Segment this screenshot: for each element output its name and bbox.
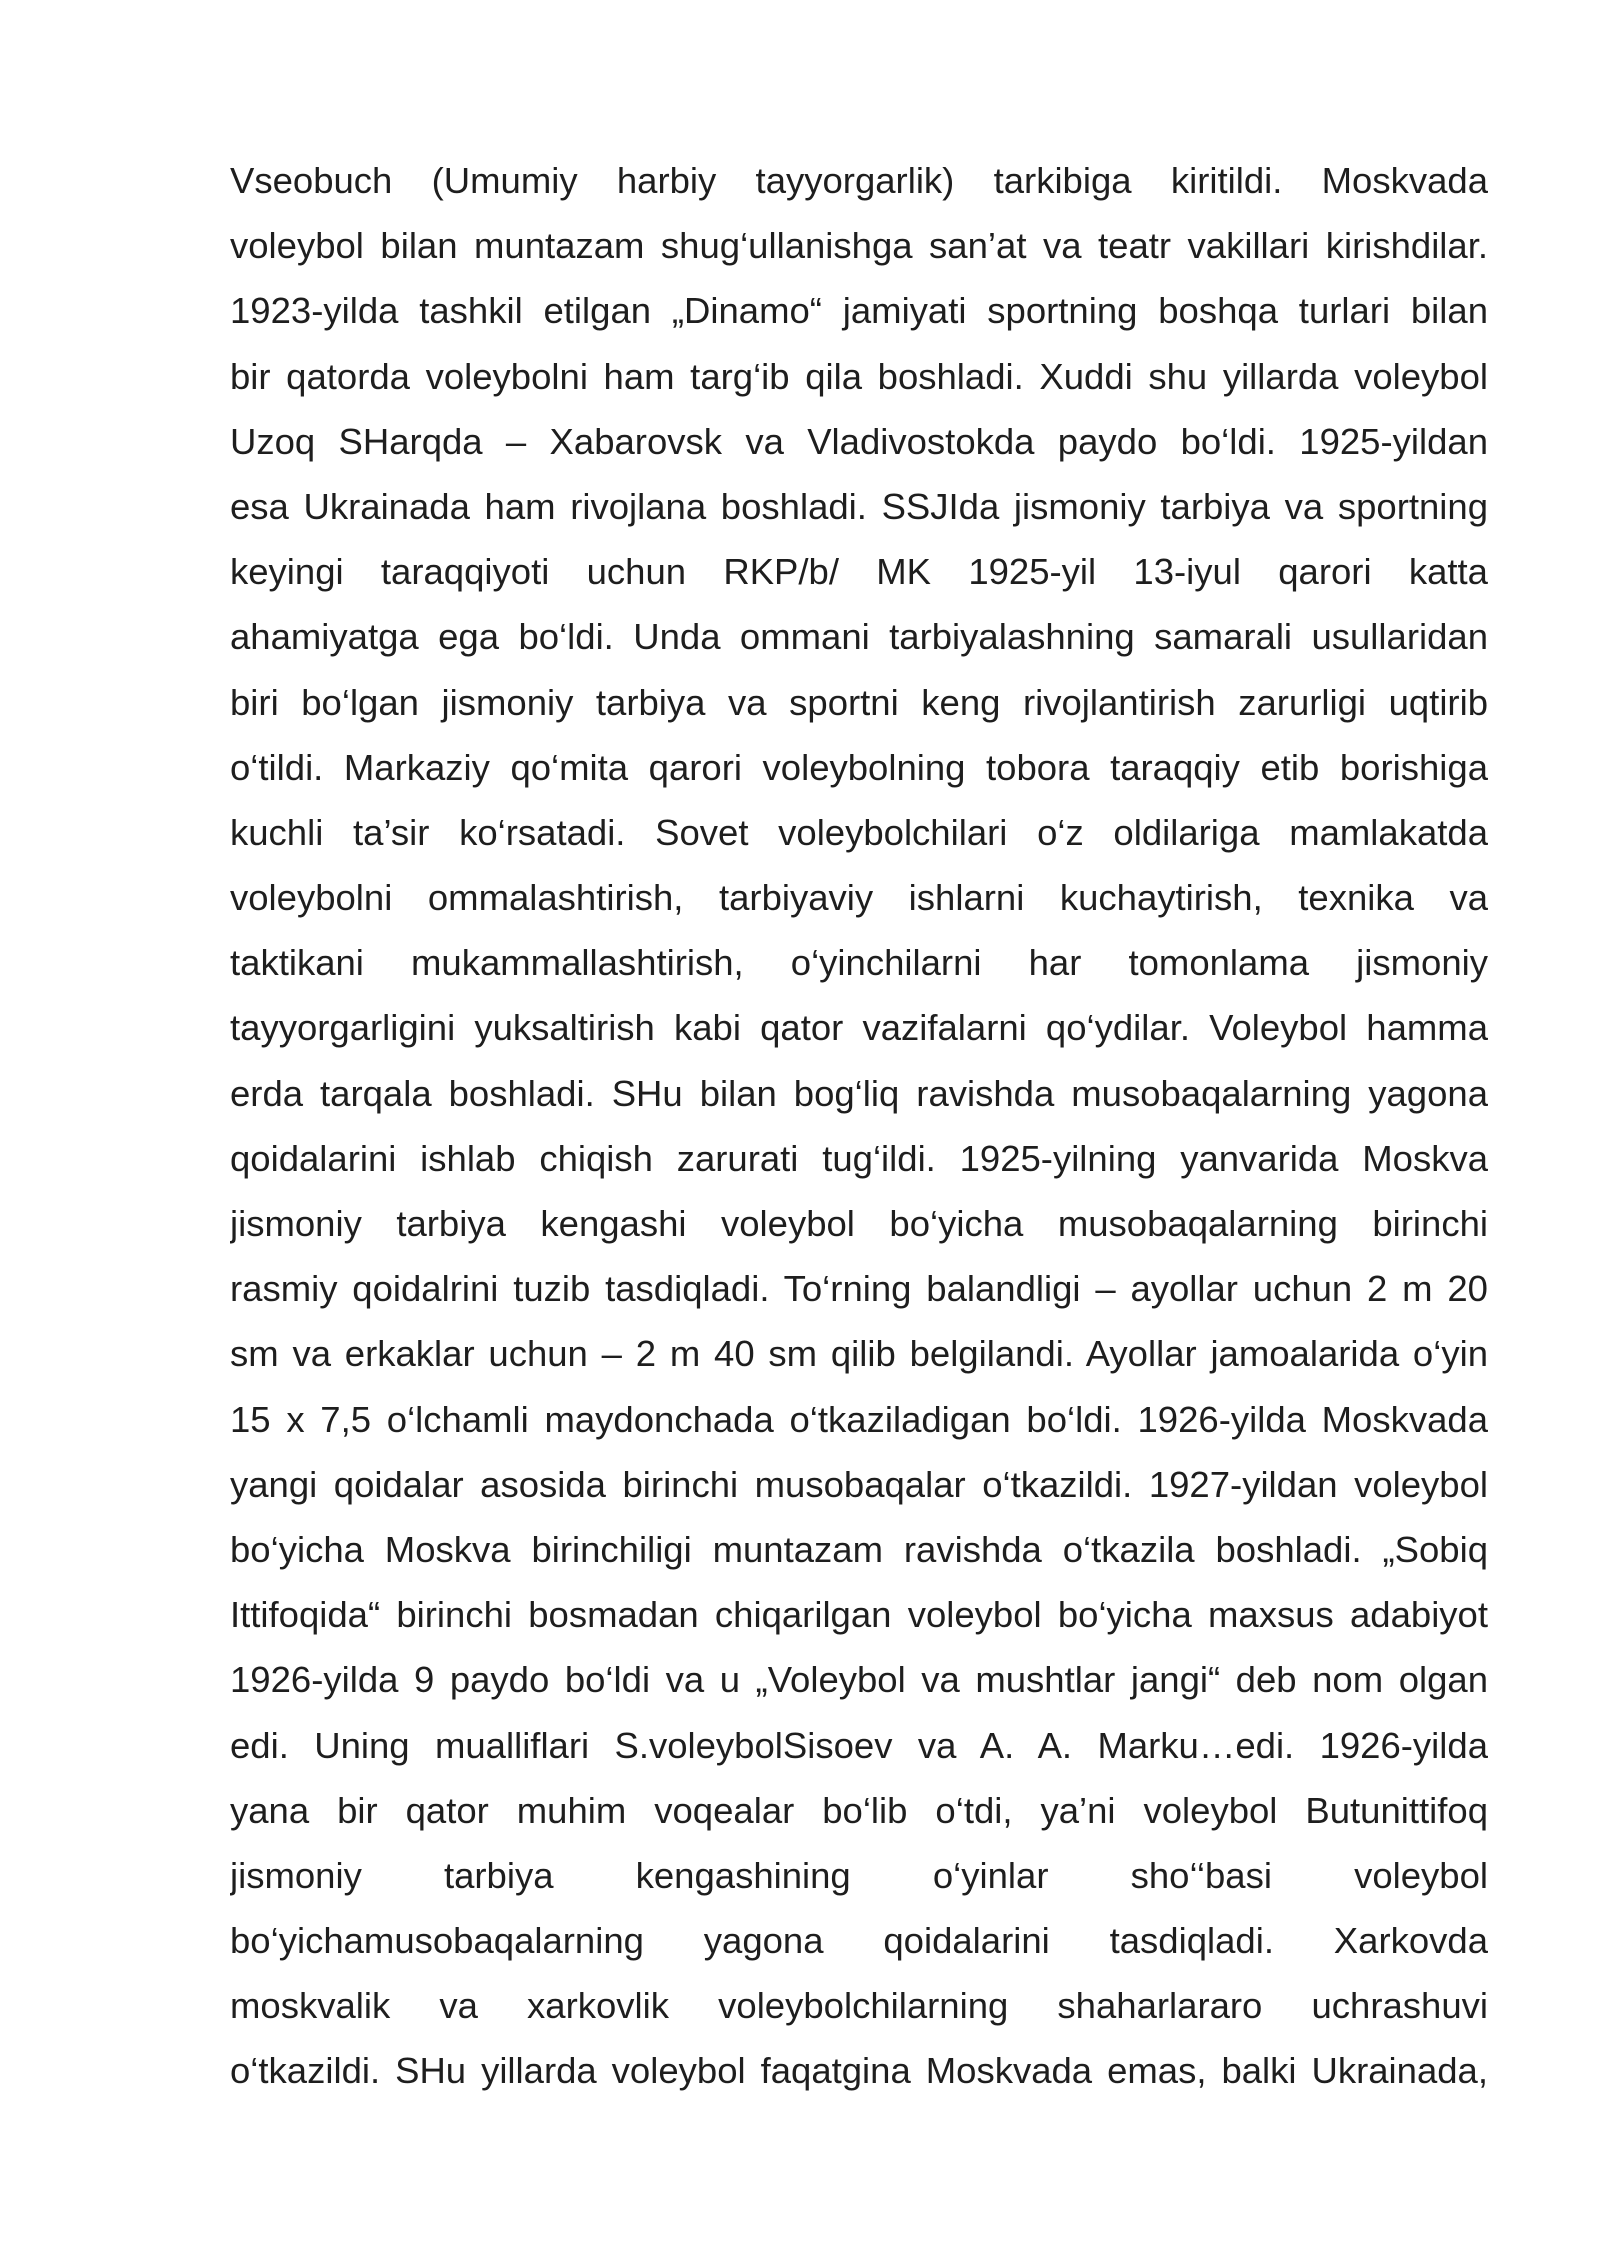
text-line: jismoniy tarbiya kengashi voleybol bo‘yicha musobaqalarning birinchi: [230, 1203, 1488, 1244]
text-line: edi. Uning mualliflari S.voleybolSisoev va A. A. Marku…edi. 1926-yilda: [230, 1724, 1488, 1766]
text-line: Ittifoqida“ birinchi bosmadan chiqarilgan voleybol bo‘yicha maxsus adabiyot: [230, 1594, 1488, 1636]
text-line: voleybol bilan muntazam shug‘ullanishga san’at va teatr vakillari kirishdilar.: [230, 225, 1488, 267]
text-line: ahamiyatga ega bo‘ldi. Unda ommani tarbiyalashning samarali usullaridan: [230, 616, 1488, 658]
text-line: tayyorgarligini yuksaltirish kabi qator vazifalarni qo‘ydilar. Voleybol hamma: [230, 1007, 1488, 1049]
text-line: jismoniy tarbiya kengashining o‘yinlar sho‘‘basi voleybol: [230, 1854, 1488, 1896]
text-line: keyingi taraqqiyoti uchun RKP/b/ MK 1925-yil 13-iyul qarori katta: [230, 551, 1488, 593]
text-line: qoidalarini ishlab chiqish zarurati tug‘ildi. 1925-yilning yanvarida Moskva: [230, 1137, 1488, 1179]
text-line: erda tarqala boshladi. SHu bilan bog‘liq ravishda musobaqalarning yagona: [230, 1072, 1488, 1114]
body-text: [230, 148, 1488, 2104]
text-line: kuchli ta’sir ko‘rsatadi. Sovet voleybolchilari o‘z oldilariga mamlakatda: [230, 811, 1488, 853]
text-line: 15 x 7,5 o‘lchamli maydonchada o‘tkaziladigan bo‘ldi. 1926-yilda Moskvada: [230, 1398, 1488, 1440]
text-line: sm va erkaklar uchun – 2 m 40 sm qilib belgilandi. Ayollar jamoalarida o‘yin: [230, 1333, 1488, 1375]
text-line: bo‘yicha Moskva birinchiligi muntazam ravishda o‘tkazila boshladi. „Sobiq: [230, 1528, 1488, 1570]
text-line: Vseobuch (Umumiy harbiy tayyorgarlik) tarkibiga kiritildi. Moskvada: [230, 160, 1488, 201]
text-line: yana bir qator muhim voqealar bo‘lib o‘tdi, ya’ni voleybol Butunittifoq: [230, 1789, 1488, 1831]
text-line: 1926-yilda 9 paydo bo‘ldi va u „Voleybol va mushtlar jangi“ deb nom olgan: [230, 1659, 1488, 1701]
text-line: moskvalik va xarkovlik voleybolchilarning shaharlararo uchrashuvi: [230, 1985, 1488, 2027]
text-line: esa Ukrainada ham rivojlana boshladi. SSJIda jismoniy tarbiya va sportning: [230, 485, 1488, 527]
text-line: Uzoq SHarqda – Xabarovsk va Vladivostokda paydo bo‘ldi. 1925-yildan: [230, 420, 1488, 462]
text-line: bir qatorda voleybolni ham targ‘ib qila boshladi. Xuddi shu yillarda voleybol: [230, 355, 1488, 397]
text-line: 1923-yilda tashkil etilgan „Dinamo“ jamiyati sportning boshqa turlari bilan: [230, 290, 1488, 332]
text-line: voleybolni ommalashtirish, tarbiyaviy ishlarni kuchaytirish, texnika va: [230, 877, 1488, 919]
text-line: rasmiy qoidalrini tuzib tasdiqladi. To‘rning balandligi – ayollar uchun 2 m 20: [230, 1268, 1488, 1310]
text-line: biri bo‘lgan jismoniy tarbiya va sportni keng rivojlantirish zarurligi uqtirib: [230, 681, 1488, 723]
text-line: o‘tkazildi. SHu yillarda voleybol faqatgina Moskvada emas, balki Ukrainada,: [230, 2050, 1488, 2092]
text-line: o‘tildi. Markaziy qo‘mita qarori voleybolning tobora taraqqiy etib borishiga: [230, 746, 1488, 788]
text-line: yangi qoidalar asosida birinchi musobaqalar o‘tkazildi. 1927-yildan voleybol: [230, 1463, 1488, 1505]
text-line: bo‘yichamusobaqalarning yagona qoidalarini tasdiqladi. Xarkovda: [230, 1920, 1488, 1962]
text-line: taktikani mukammallashtirish, o‘yinchilarni har tomonlama jismoniy: [230, 942, 1488, 984]
